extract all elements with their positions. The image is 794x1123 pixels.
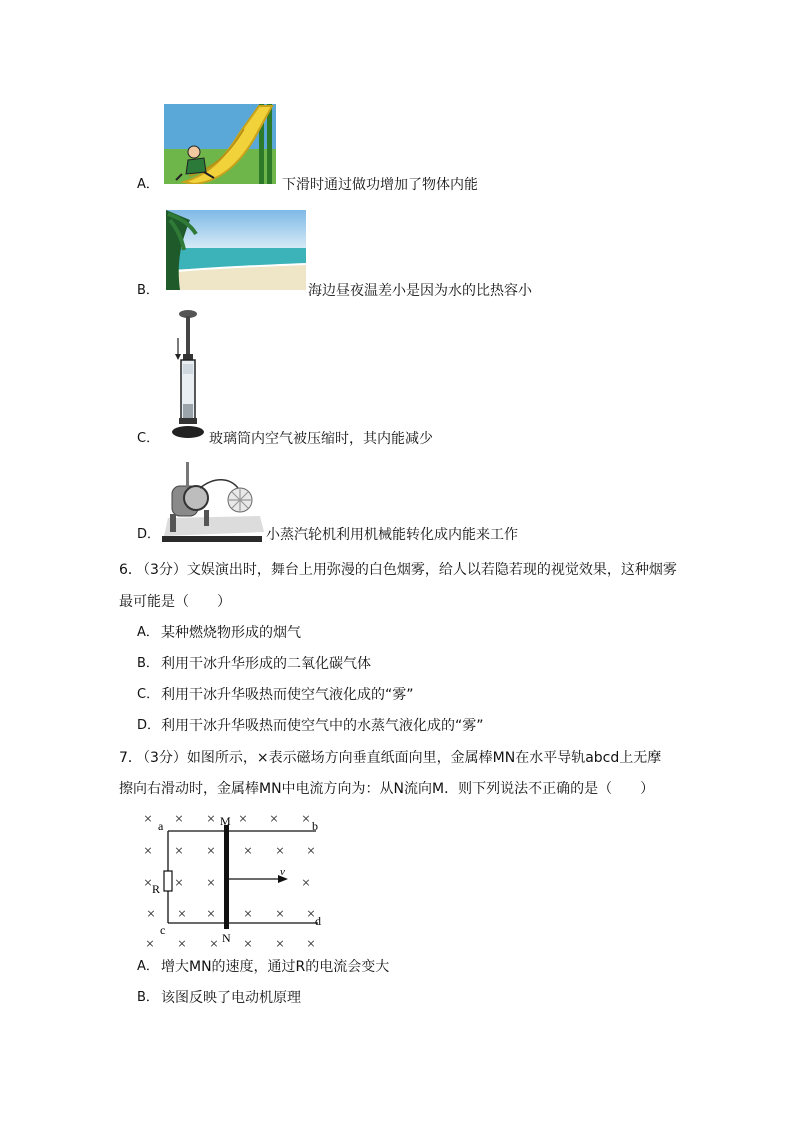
- field-cross-mark: ×: [174, 875, 184, 892]
- field-cross-mark: ×: [177, 936, 187, 950]
- option-text: 利用干冰升华形成的二氧化碳气体: [161, 656, 371, 672]
- label-v: v: [280, 866, 285, 878]
- option-label: D．: [137, 718, 161, 733]
- label-b: b: [312, 819, 318, 833]
- option-text: 利用干冰升华吸热而使空气中的水蒸气液化成的“雾”: [161, 718, 484, 734]
- field-cross-mark: ×: [301, 875, 311, 892]
- field-cross-mark: ×: [243, 906, 253, 923]
- option-label: B．: [137, 656, 159, 671]
- option-text: 下滑时通过做功增加了物体内能: [282, 177, 478, 193]
- option-label: D．: [137, 527, 161, 542]
- question-number: 6．: [119, 562, 142, 578]
- field-cross-mark: ×: [238, 811, 248, 828]
- label-c: c: [160, 923, 166, 937]
- field-cross-mark: ×: [174, 811, 184, 828]
- question-stem-line2: 最可能是（ ）: [119, 594, 231, 610]
- option-text: 某种燃烧物形成的烟气: [161, 625, 301, 641]
- field-cross-mark: ×: [243, 843, 253, 860]
- magnetic-field-figure: [136, 805, 336, 950]
- field-cross-mark: ×: [174, 843, 184, 860]
- label-r: R: [152, 882, 161, 896]
- field-cross-mark: ×: [206, 843, 216, 860]
- field-cross-mark: ×: [206, 906, 216, 923]
- field-cross-mark: ×: [143, 875, 153, 892]
- field-cross-mark: ×: [306, 936, 316, 950]
- option-label: B．: [137, 283, 159, 298]
- option-label: C．: [137, 431, 160, 446]
- option-text: 小蒸汽轮机利用机械能转化成内能来工作: [266, 527, 518, 543]
- field-cross-mark: ×: [209, 936, 219, 950]
- question-stem-line1: （3分）如图所示，×表示磁场方向垂直纸面向里，金属棒MN在水平导轨abcd上无摩: [136, 750, 662, 766]
- field-cross-mark: ×: [143, 843, 153, 860]
- field-cross-mark: ×: [306, 843, 316, 860]
- option-label: A．: [137, 177, 159, 192]
- field-cross-mark: ×: [275, 906, 285, 923]
- label-d: d: [315, 914, 321, 928]
- resistor-r: [164, 871, 172, 891]
- field-cross-mark: ×: [301, 811, 311, 828]
- label-n: N: [222, 931, 231, 945]
- field-cross-mark: ×: [306, 906, 316, 923]
- field-cross-mark: ×: [206, 811, 216, 828]
- field-cross-mark: ×: [275, 843, 285, 860]
- option-text: 增大MN的速度，通过R的电流会变大: [161, 959, 390, 975]
- option-text: 利用干冰升华吸热而使空气液化成的“雾”: [161, 687, 414, 703]
- question-number: 7．: [119, 750, 142, 766]
- field-cross-mark: ×: [206, 875, 216, 892]
- field-cross-mark: ×: [177, 906, 187, 923]
- label-m: M: [220, 814, 231, 828]
- field-cross-mark: ×: [143, 811, 153, 828]
- field-cross-mark: ×: [275, 936, 285, 950]
- field-cross-mark: ×: [146, 906, 156, 923]
- slide-image: [164, 104, 276, 184]
- option-text: 海边昼夜温差小是因为水的比热容小: [308, 283, 532, 299]
- option-label: A．: [137, 959, 159, 974]
- field-cross-mark: ×: [243, 936, 253, 950]
- compression-tube-image: [168, 308, 210, 442]
- field-cross-mark: ×: [269, 811, 279, 828]
- label-a: a: [158, 819, 164, 833]
- option-label: B．: [137, 990, 159, 1005]
- field-cross-mark: ×: [145, 936, 155, 950]
- beach-image: [166, 210, 306, 290]
- question-stem-line2: 擦向右滑动时，金属棒MN中电流方向为：从N流向M．则下列说法不正确的是（ ）: [119, 781, 655, 797]
- option-text: 该图反映了电动机原理: [161, 990, 301, 1006]
- option-label: C．: [137, 687, 160, 702]
- steam-turbine-image: [160, 458, 264, 544]
- option-label: A．: [137, 625, 159, 640]
- question-stem-line1: （3分）文娱演出时，舞台上用弥漫的白色烟雾，给人以若隐若现的视觉效果，这种烟雾: [136, 562, 677, 578]
- metal-rod-mn: [224, 825, 229, 929]
- option-text: 玻璃筒内空气被压缩时，其内能减少: [209, 431, 433, 447]
